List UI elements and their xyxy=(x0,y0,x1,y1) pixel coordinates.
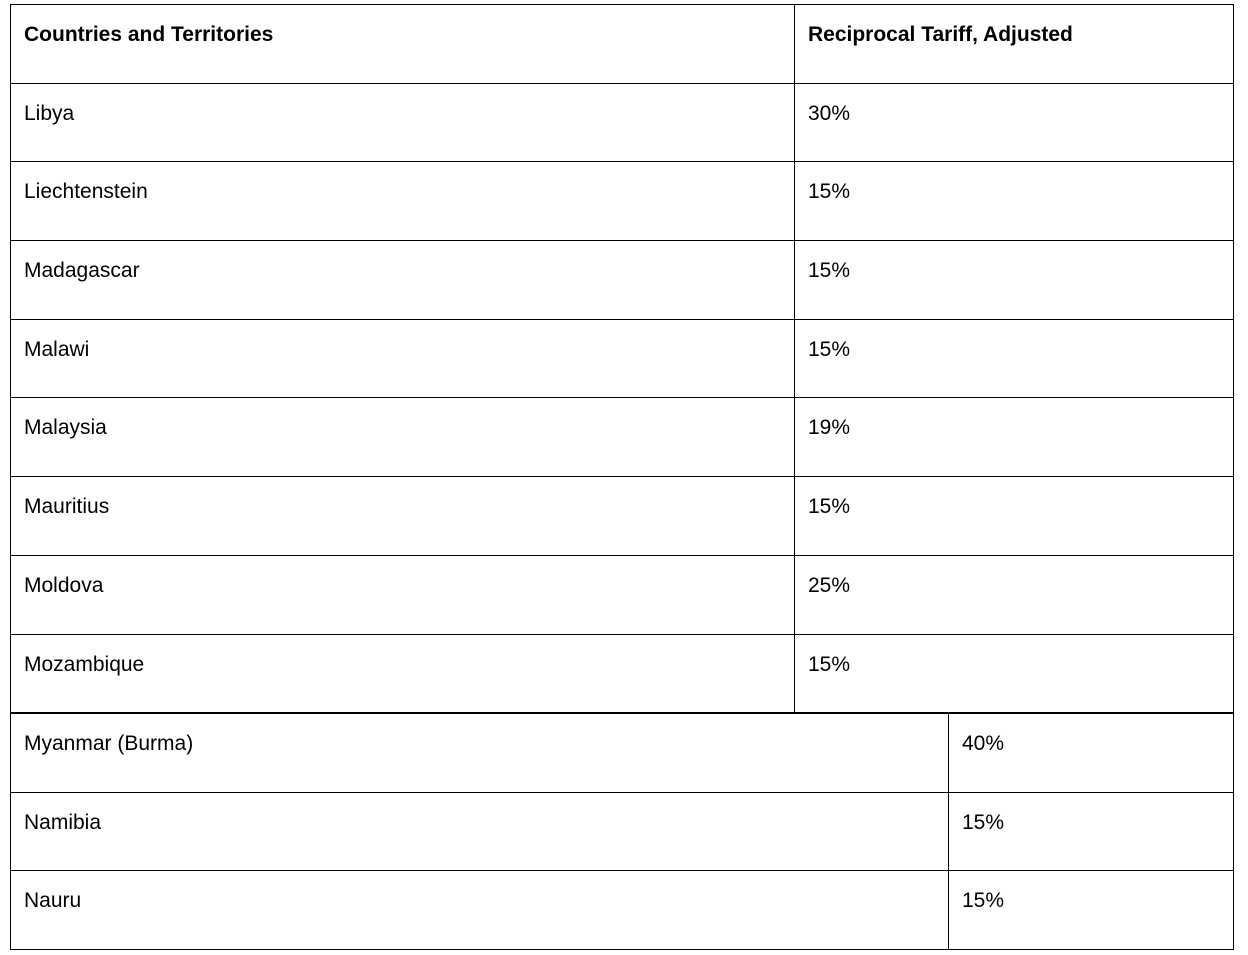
table-row xyxy=(11,398,1234,477)
table-row xyxy=(11,477,1234,556)
table-row xyxy=(11,555,1234,634)
table-row xyxy=(11,792,1234,871)
table-row xyxy=(11,634,1234,713)
tariff-cell: 15% xyxy=(949,792,1234,871)
tariff-cell: 25% xyxy=(795,555,1234,634)
tariff-cell: 15% xyxy=(795,162,1234,241)
tariff-table-top xyxy=(10,4,1234,713)
country-cell: Namibia xyxy=(11,792,949,871)
tariff-cell: 19% xyxy=(795,398,1234,477)
header-countries: Countries and Territories xyxy=(11,5,795,84)
tariff-cell: 15% xyxy=(795,477,1234,556)
table-row xyxy=(11,162,1234,241)
table-row xyxy=(11,871,1234,950)
tariff-cell: 15% xyxy=(795,634,1234,713)
table-row xyxy=(11,241,1234,320)
country-cell: Myanmar (Burma) xyxy=(11,714,949,793)
country-cell: Liechtenstein xyxy=(11,162,795,241)
table-row xyxy=(11,83,1234,162)
tariff-cell: 30% xyxy=(795,83,1234,162)
table-row xyxy=(11,714,1234,793)
tariff-table-bottom xyxy=(10,713,1234,950)
country-cell: Madagascar xyxy=(11,241,795,320)
country-cell: Nauru xyxy=(11,871,949,950)
header-tariff: Reciprocal Tariff, Adjusted xyxy=(795,5,1234,84)
country-cell: Mozambique xyxy=(11,634,795,713)
tariff-cell: 15% xyxy=(949,871,1234,950)
country-cell: Malawi xyxy=(11,319,795,398)
tariff-cell: 40% xyxy=(949,714,1234,793)
table-header-row xyxy=(11,5,1234,84)
country-cell: Mauritius xyxy=(11,477,795,556)
table-row xyxy=(11,319,1234,398)
country-cell: Libya xyxy=(11,83,795,162)
tariff-cell: 15% xyxy=(795,241,1234,320)
country-cell: Moldova xyxy=(11,555,795,634)
country-cell: Malaysia xyxy=(11,398,795,477)
tariff-cell: 15% xyxy=(795,319,1234,398)
